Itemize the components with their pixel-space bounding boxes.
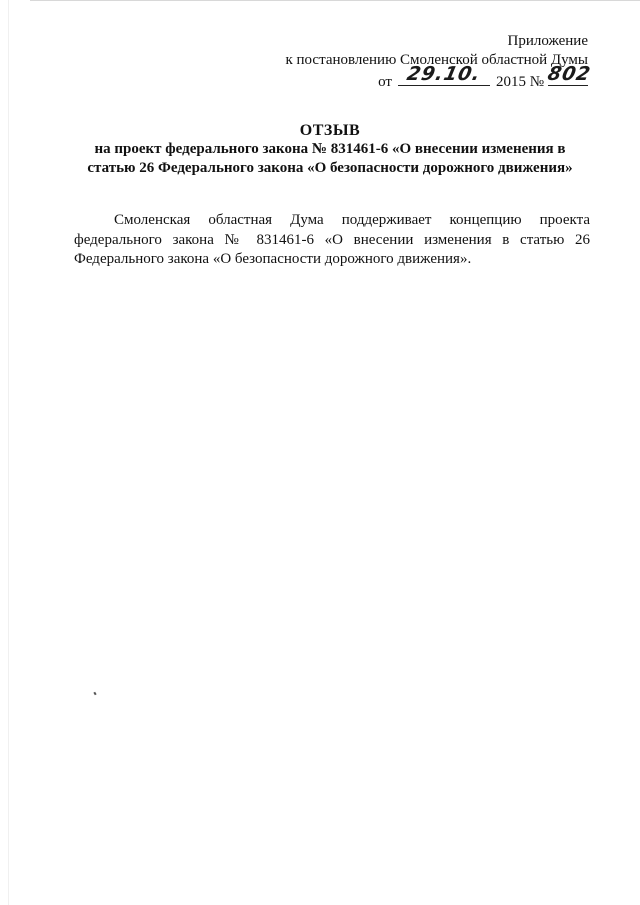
year-and-number-label: 2015 № xyxy=(495,74,544,90)
title-subject-line-2: статью 26 Федерального закона «О безопасности дорожного движения» xyxy=(87,160,573,176)
date-blank xyxy=(398,63,490,86)
resolution-reference: к постановлению Смоленской областной Думы xyxy=(285,52,588,68)
number-blank xyxy=(545,63,594,86)
date-prefix: от xyxy=(378,74,392,90)
scan-edge-left xyxy=(8,0,9,905)
scan-edge-top xyxy=(30,0,640,4)
title-subject-line-1: на проект федерального закона № 831461-6 «О внесении изменения в xyxy=(94,141,566,157)
title-main: ОТЗЫВ xyxy=(299,122,361,139)
body-paragraph: Смоленская областная Дума поддерживает концепцию проекта федерального закона № 831461-6 «О внесении изменения в статью 26 Федерального закона «О безопасности дорожного движения». xyxy=(74,212,590,267)
appendix-header xyxy=(285,32,594,92)
handwritten-number: 802 xyxy=(545,63,594,85)
appendix-label: Приложение xyxy=(507,33,588,49)
handwritten-date: 29.10. xyxy=(404,63,483,85)
document-title xyxy=(60,121,600,178)
date-line xyxy=(285,63,594,92)
scan-speck xyxy=(93,692,96,696)
